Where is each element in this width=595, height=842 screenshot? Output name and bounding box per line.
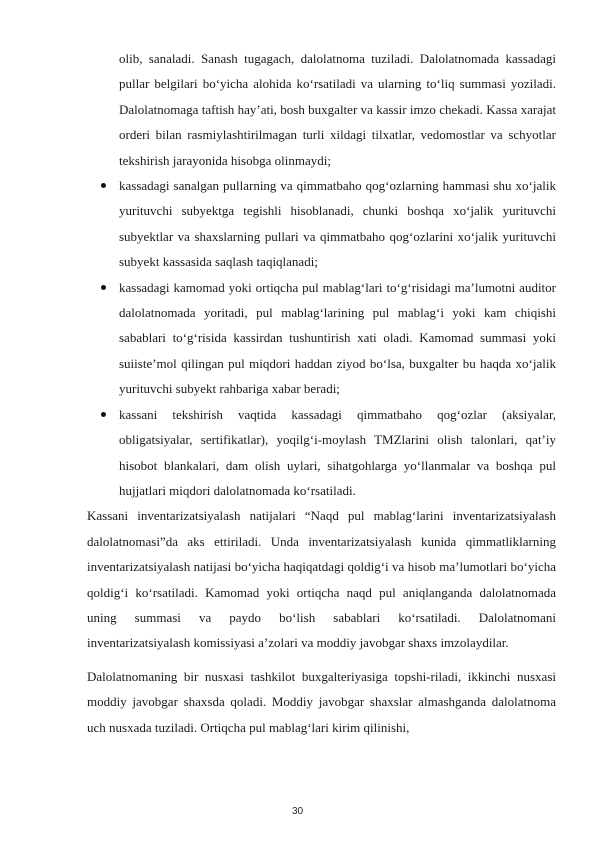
bullet-icon	[101, 183, 106, 188]
continuation-paragraph: olib, sanaladi. Sanash tugagach, dalolatnoma tuziladi. Dalolatnomada kassadagi pullar belgilari bo‘yicha alohida ko‘rsatiladi va ularning to‘liq summasi yoziladi. Dalolatnomaga taftish hay’ati, bosh buxgalter va kassir imzo chekadi. Kassa xarajat orderi bilan rasmiylashtirilmagan turli xildagi tilxatlar, vedomostlar va schyotlar tekshirish jarayonida hisobga olinmaydi;	[119, 51, 556, 168]
document-body	[87, 46, 556, 740]
bullet-item	[87, 173, 556, 275]
bullet-item	[87, 402, 556, 504]
bullet-text: kassadagi sanalgan pullarning va qimmatbaho qog‘ozlarning hammasi shu xo‘jalik yurituvchi subyektga tegishli hisoblanadi, chunki boshqa xo‘jalik yurituvchi subyektlar va shaxslarning pullari va qimmatbaho qog‘ozlarini xo‘jalik yurituvchi subyekt kassasida saqlash taqiqlanadi;	[119, 178, 556, 270]
body-paragraph: Dalolatnomaning bir nusxasi tashkilot buxgalteriyasiga topshi-riladi, ikkinchi nusxasi moddiy javobgar shaxsda qoladi. Moddiy javobgar shaxslar almashganda dalolatnoma uch nusxada tuziladi. Ortiqcha pul mablag‘lari kirim qilinishi,	[87, 668, 556, 735]
body-paragraph: Kassani inventarizatsiyalash natijalari “Naqd pul mablag‘larini inventarizatsiyalash dalolatnomasi”da aks ettiriladi. Unda inventarizatsiyalash kunida qimmatliklarning inventarizatsiyalash natijasi bo‘yicha haqiqatdagi qoldig‘i va hisob ma’lumotlari bo‘yicha qoldig‘i ko‘rsatiladi. Kamomad yoki ortiqcha naqd pul aniqlanganda dalolatnomada uning summasi va paydo bo‘lish sabablari ko‘rsatiladi. Dalolatnomani inventarizatsiyalash komissiyasi a’zolari va moddiy javobgar shaxs imzolaydilar.	[87, 508, 556, 651]
bullet-item	[87, 275, 556, 402]
bullet-icon	[101, 412, 106, 417]
bullet-text: kassani tekshirish vaqtida kassadagi qimmatbaho qog‘ozlar (aksiyalar, obligatsiyalar, sertifikatlar), yoqilg‘i-moylash TMZlarini olish talonlari, qat’iy hisobot blankalari, dam olish uylari, sihatgohlarga yo‘llanmalar va boshqa pul hujjatlari miqdori dalolatnomada ko‘rsatiladi.	[119, 406, 556, 498]
bullet-icon	[101, 285, 106, 290]
bullet-text: kassadagi kamomad yoki ortiqcha pul mablag‘lari to‘g‘risidagi ma’lumotni auditor dalolatnomada yoritadi, pul mablag‘larining pul mablag‘i yoki kam chiqishi sabablari to‘g‘risida kassirdan tushuntirish xati oladi. Kamomad summasi yoki suiiste’mol qilingan pul miqdori haddan ziyod bo‘lsa, buxgalter bu haqda xo‘jalik yurituvchi subyekt rahbariga xabar beradi;	[119, 279, 556, 397]
page-number: 30	[291, 806, 304, 817]
bullet-list	[87, 173, 556, 503]
